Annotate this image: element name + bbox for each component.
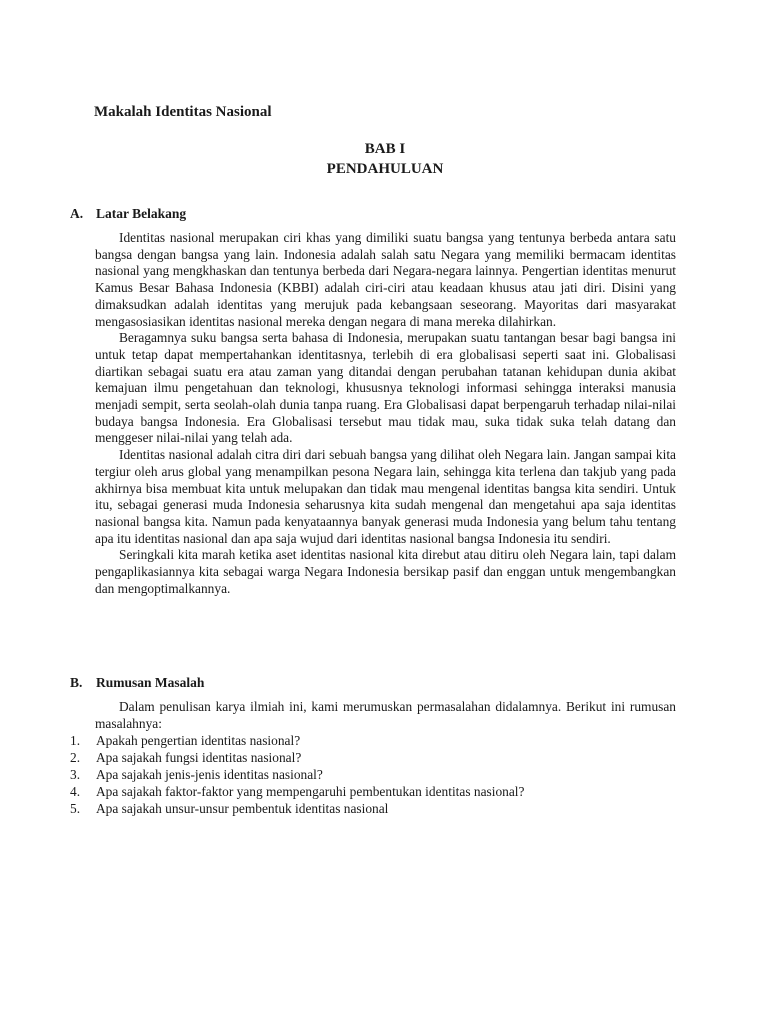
section-heading-text: Rumusan Masalah [96, 675, 205, 690]
section-heading [70, 206, 676, 222]
section-latar-belakang [70, 206, 676, 597]
list-item [70, 783, 676, 800]
section-rumusan-masalah [70, 675, 676, 817]
chapter-title: PENDAHULUAN [326, 161, 444, 177]
list-item [70, 732, 676, 749]
list-item [70, 749, 676, 766]
question-list [70, 732, 676, 817]
list-text: Apa sajakah faktor-faktor yang mempengaruhi pembentukan identitas nasional? [96, 784, 525, 800]
document-title: Makalah Identitas Nasional [94, 104, 272, 120]
list-text: Apa sajakah fungsi identitas nasional? [96, 750, 302, 766]
paragraph: Seringkali kita marah ketika aset identitas nasional kita direbut atau ditiru oleh Negara lain, tapi dalam pengaplikasiannya kita sebagai warga Negara Indonesia bersikap pasif dan enggan untuk mengembangkan dan mengoptimalkannya. [95, 547, 676, 596]
list-number: 3. [70, 767, 81, 783]
section-body [95, 230, 676, 597]
list-item [70, 800, 676, 817]
section-body [95, 699, 676, 732]
chapter-number: BAB I [364, 141, 406, 157]
intro-paragraph: Dalam penulisan karya ilmiah ini, kami merumuskan permasalahan didalamnya. Berikut ini rumusan masalahnya: [95, 699, 676, 731]
list-number: 1. [70, 733, 81, 749]
paragraph: Identitas nasional adalah citra diri dari sebuah bangsa yang dilihat oleh Negara lain. Jangan sampai kita tergiur oleh arus global yang menampilkan pesona Negara lain, sehingga kita terlena dan takjub yang pada akhirnya bisa membuat kita untuk melupakan dan tidak mau mengenal identitas bangsa kita sendiri. Untuk itu, sebagai generasi muda Indonesia seharusnya kita sudah mengenal dan mengetahui apa saja identitas nasional bangsa kita. Namun pada kenyataannya banyak generasi muda Indonesia yang belum tahu tentang apa itu identitas nasional dan apa saja wujud dari identitas nasional bangsa Indonesia itu sendiri. [95, 447, 676, 546]
list-text: Apakah pengertian identitas nasional? [96, 733, 301, 749]
section-letter: B. [70, 675, 83, 690]
section-letter: A. [70, 206, 84, 221]
section-heading-text: Latar Belakang [96, 206, 187, 221]
list-text: Apa sajakah jenis-jenis identitas nasional? [96, 767, 323, 783]
list-item [70, 766, 676, 783]
list-text: Apa sajakah unsur-unsur pembentuk identitas nasional [96, 801, 389, 817]
list-number: 2. [70, 750, 81, 766]
section-heading [70, 675, 676, 691]
list-number: 4. [70, 784, 81, 800]
list-number: 5. [70, 801, 81, 817]
paragraph: Beragamnya suku bangsa serta bahasa di Indonesia, merupakan suatu tantangan besar bagi bangsa ini untuk tetap dapat mempertahankan identitasnya, terlebih di era globalisasi seperti saat ini. Globalisasi diartikan sebagai suatu era atau zaman yang ditandai dengan perubahan tatanan kehidupan dunia akibat kemajuan ilmu pengetahuan dan teknologi, khususnya teknologi informasi sehingga interaksi manusia menjadi sempit, serta seolah-olah dunia tanpa ruang. Era Globalisasi dapat berpengaruh terhadap nilai-nilai budaya bangsa Indonesia. Era Globalisasi tersebut mau tidak mau, suka tidak suka telah datang dan menggeser nilai-nilai yang telah ada. [95, 330, 676, 446]
paragraph: Identitas nasional merupakan ciri khas yang dimiliki suatu bangsa yang tentunya berbeda antara satu bangsa dengan bangsa yang lain. Indonesia adalah salah satu Negara yang memiliki bermacam identitas nasional yang mengkhaskan dan tentunya berbeda dari Negara-negara lainnya. Pengertian identitas menurut Kamus Besar Bahasa Indonesia (KBBI) adalah ciri-ciri atau keadaan khusus atau jati diri. Disini yang dimaksudkan adalah identitas yang merujuk pada kebangsaan seseorang. Mayoritas dari masyarakat mengasosiasikan identitas nasional mereka dengan negara di mana mereka dilahirkan. [95, 230, 676, 329]
